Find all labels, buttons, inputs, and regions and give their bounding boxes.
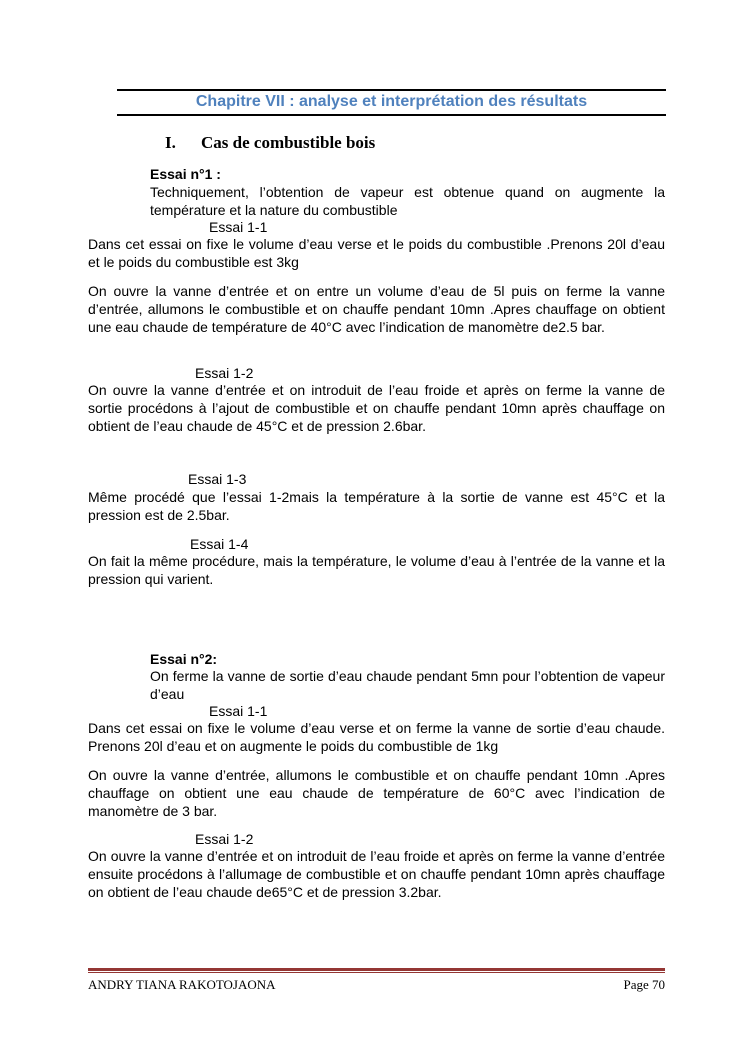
essai1-1-paragraph-2: On ouvre la vanne d’entrée et on entre un volume d’eau de 5l puis on ferme la vanne d’entrée, allumons le combustible et on chauffe pendant 10mn .Apres chauffage on obtient une eau chaude de température de 40°C avec l’indication de manomètre de2.5 bar.: [88, 283, 665, 335]
essai1-4-paragraph: On fait la même procédure, mais la température, le volume d’eau à l’entrée de la vanne et la pression qui varient.: [88, 553, 665, 587]
essai1-3-label: Essai 1-3: [188, 471, 247, 487]
essai1-1-paragraph-1: Dans cet essai on fixe le volume d’eau verse et le poids du combustible .Prenons 20l d’eau et le poids du combustible est 3kg: [88, 236, 665, 270]
section-title: Cas de combustible bois: [201, 133, 376, 152]
essai1-heading: Essai n°1 :: [150, 166, 221, 182]
essai1-1-label: Essai 1-1: [209, 219, 268, 235]
essai1-2-paragraph: On ouvre la vanne d’entrée et on introduit de l’eau froide et après on ferme la vanne de sortie procédons à l’ajout de combustible et on chauffe pendant 10mn après chauffage on obtient de l’eau chaude de 45°C et de pression 2.6bar.: [88, 382, 665, 434]
section-number: I.: [165, 133, 176, 152]
header-rule-bottom: [117, 114, 666, 116]
essai2-1-paragraph-2: On ouvre la vanne d’entrée, allumons le combustible et on chauffe pendant 10mn .Apres chauffage on obtient une eau chaude de température de 60°C avec l’indication de manomètre de 3 bar.: [88, 767, 665, 819]
essai2-1-paragraph-1: Dans cet essai on fixe le volume d’eau verse et on ferme la vanne de sortie d’eau chaude. Prenons 20l d’eau et on augmente le poids du combustible de 1kg: [88, 720, 665, 754]
essai1-2-label: Essai 1-2: [195, 365, 254, 381]
essai2-2-paragraph: On ouvre la vanne d’entrée et on introduit de l’eau froide et après on ferme la vanne d’entrée ensuite procédons à l’allumage de combustible et on chauffe pendant 10mn après chauffage on obtient de l’eau chaude de65°C et de pression 3.2bar.: [88, 848, 665, 900]
essai2-2-label: Essai 1-2: [195, 831, 254, 847]
section-heading: [165, 133, 375, 153]
essai1-3-paragraph: Même procédé que l’essai 1-2mais la température à la sortie de vanne est 45°C et la pression est de 2.5bar.: [88, 489, 665, 523]
essai2-heading: Essai n°2:: [150, 651, 218, 667]
header-rule-top: [117, 89, 666, 91]
footer-rule: [88, 968, 665, 971]
essai1-intro: Techniquement, l’obtention de vapeur est obtenue quand on augmente la température et la nature du combustible: [150, 184, 665, 218]
essai2-intro: On ferme la vanne de sortie d’eau chaude pendant 5mn pour l’obtention de vapeur d’eau: [150, 668, 665, 702]
footer-page-number: Page 70: [623, 977, 665, 992]
footer-author: ANDRY TIANA RAKOTOJAONA: [88, 977, 276, 992]
essai2-1-label: Essai 1-1: [209, 703, 268, 719]
chapter-title: Chapitre VII : analyse et interprétation des résultats: [195, 93, 588, 110]
essai1-4-label: Essai 1-4: [190, 536, 249, 552]
footer-rule-thin: [88, 972, 665, 973]
